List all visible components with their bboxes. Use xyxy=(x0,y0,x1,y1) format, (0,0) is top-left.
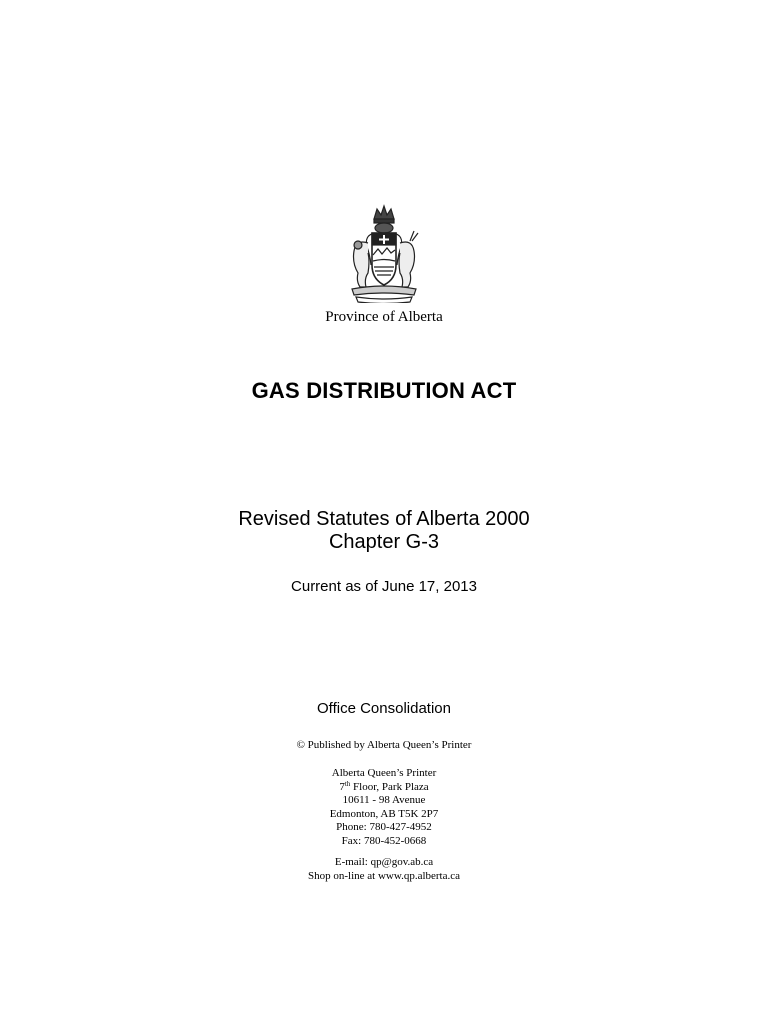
floor-number: 7 xyxy=(339,780,345,793)
consolidation-label: Office Consolidation xyxy=(317,700,451,717)
publisher-name: Alberta Queen’s Printer xyxy=(331,767,437,779)
chapter-line: Chapter G-3 xyxy=(328,531,440,553)
contact-info xyxy=(0,856,768,883)
currency-date: Current as of June 17, 2013 xyxy=(291,578,477,595)
act-title: GAS DISTRIBUTION ACT xyxy=(251,378,517,403)
address-street: 10611 - 98 Avenue xyxy=(342,794,426,807)
online-shop: Shop on-line at www.qp.alberta.ca xyxy=(307,869,461,882)
fax-number: Fax: 780-452-0668 xyxy=(341,834,427,847)
statute-citation xyxy=(0,508,768,554)
publisher-address xyxy=(0,767,768,849)
phone-number: Phone: 780-427-4952 xyxy=(336,821,432,834)
floor-suffix: th xyxy=(344,779,351,788)
floor-text: Floor, Park Plaza xyxy=(350,780,429,793)
address-city: Edmonton, AB T5K 2P7 xyxy=(329,807,439,820)
address-floor xyxy=(0,781,768,795)
published-by: © Published by Alberta Queen’s Printer xyxy=(296,739,472,751)
province-name: Province of Alberta xyxy=(325,309,443,325)
statute-line: Revised Statutes of Alberta 2000 xyxy=(238,508,530,530)
alberta-coat-of-arms-icon xyxy=(334,203,434,303)
email-address: E-mail: qp@gov.ab.ca xyxy=(334,856,434,868)
